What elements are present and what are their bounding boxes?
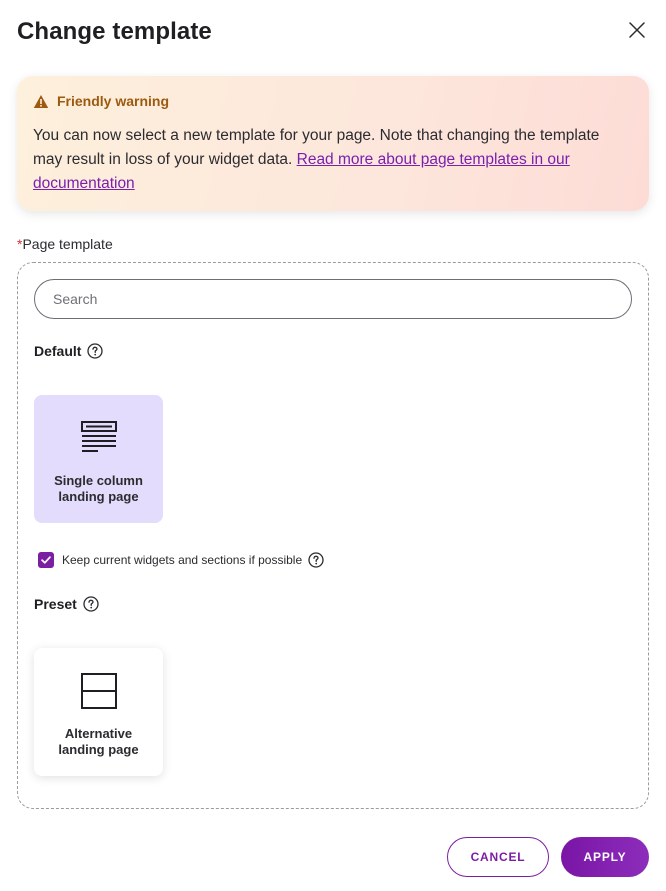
warning-banner — [17, 76, 649, 211]
keep-widgets-label: Keep current widgets and sections if possible — [62, 553, 303, 567]
dialog-header — [17, 16, 649, 50]
default-group-label — [34, 343, 103, 359]
keep-widgets-row — [38, 552, 324, 568]
close-button[interactable] — [625, 18, 649, 42]
apply-button[interactable]: APPLY — [561, 837, 649, 877]
help-icon[interactable] — [83, 596, 99, 612]
dialog-title: Change template — [17, 18, 212, 45]
warning-message-text: You can now select a new template for your page. Note that changing the template may result in loss of your widget data. — [33, 127, 600, 168]
template-card-alternative[interactable] — [34, 648, 163, 776]
checkmark-icon — [39, 553, 53, 567]
template-picker — [17, 262, 649, 809]
single-column-icon — [80, 419, 118, 457]
keep-widgets-checkbox[interactable] — [38, 552, 54, 568]
template-card-single-column[interactable] — [34, 395, 163, 523]
cancel-button[interactable]: CANCEL — [447, 837, 549, 877]
preset-group-label — [34, 596, 99, 612]
warning-message — [33, 124, 623, 196]
default-group-title: Default — [34, 343, 82, 359]
search-input[interactable] — [34, 279, 632, 319]
help-icon[interactable] — [308, 552, 324, 568]
page-template-label — [17, 236, 113, 252]
warning-header — [33, 93, 169, 109]
close-icon — [625, 18, 649, 42]
preset-group-title: Preset — [34, 596, 77, 612]
two-row-layout-icon — [80, 672, 118, 710]
documentation-link[interactable]: Read more about page templates in our documentation — [33, 151, 570, 192]
warning-triangle-icon — [33, 94, 49, 109]
required-mark: * — [17, 236, 23, 252]
page-template-label-text: Page template — [22, 236, 113, 252]
help-icon[interactable] — [87, 343, 103, 359]
template-label: Single column landing page — [54, 473, 143, 504]
template-label: Alternative landing page — [58, 726, 139, 757]
warning-title: Friendly warning — [57, 93, 170, 109]
